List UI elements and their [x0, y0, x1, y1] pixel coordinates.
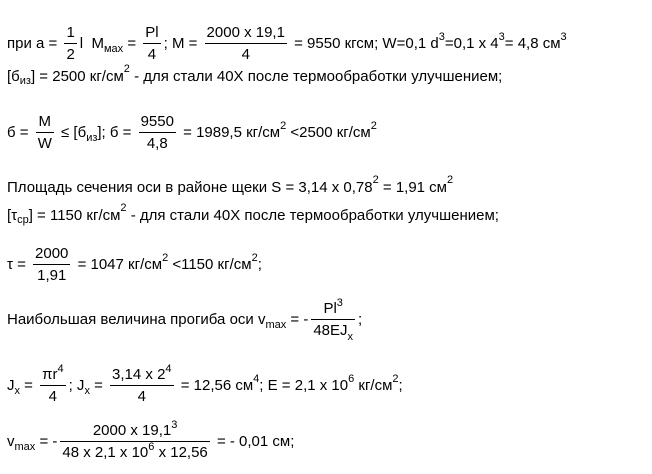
fraction-bar [33, 264, 70, 265]
superscript: 6 [148, 441, 155, 454]
fraction-numerator [321, 296, 344, 317]
text-run: τ = [7, 256, 31, 274]
fraction-denominator [36, 135, 54, 152]
line-section-area: Площадь сечения оси в районе щеки S = 3,14 х 0,78 $^2$ = 1,91 см $^2$ [7, 174, 454, 196]
line-bending-stress: б = $\frac{M}{W}$ ≤ [б $_{из}$ ]; б = $\frac{9550}{4,8}$ = 1989,5 кг/см $^2$ <2500 кг/см $^2$ [7, 113, 377, 153]
fraction [143, 24, 160, 64]
text-run: ; [398, 377, 403, 395]
text-run: 4 [147, 46, 157, 64]
fraction-denominator [311, 322, 355, 344]
text-run: 9550 [140, 113, 174, 130]
fraction [40, 362, 65, 406]
text-run: = [89, 377, 108, 395]
fraction-bar [40, 385, 65, 386]
fraction-denominator [35, 267, 68, 284]
text-run: 4 [48, 388, 58, 406]
fraction-bar [36, 132, 54, 133]
fraction-numerator [139, 113, 176, 130]
fraction-numerator [91, 418, 180, 439]
fraction [36, 113, 54, 153]
text-run: ; Е = 2,1 х 10 [259, 377, 349, 395]
text-run: 1,91 [37, 267, 67, 285]
text-run: ] = 2500 кг/см [30, 68, 124, 85]
text-run: 4,8 [146, 135, 168, 153]
text-run: <2500 кг/см [286, 124, 371, 142]
fraction-numerator [40, 362, 65, 383]
text-run: = 1,91 см [378, 179, 447, 196]
text-run: = 9550 кгсм; W=0,1 d [289, 35, 439, 53]
text-run: Наибольшая величина прогиба оси v [7, 311, 266, 329]
fraction-numerator [33, 245, 70, 262]
fraction [33, 245, 70, 285]
subscript: x [347, 331, 354, 344]
text-run: ; [257, 256, 262, 274]
text-run: 4 [137, 388, 146, 406]
text-run: ; М = [163, 35, 202, 53]
text-run: = [123, 35, 141, 53]
line-moment-of-inertia: J $_x$ = $\frac{\pi r^4}{4}$ ; J $_x$ = $\frac{3,14 х 2^4}{4}$ = 12,56 см $^4$ ; Е = 2,1 х 10 $^6$ кг/см $^2$ ; [7, 362, 403, 406]
fraction-bar [110, 385, 174, 386]
fraction-denominator [47, 388, 59, 405]
text-run: ; [358, 311, 363, 329]
fraction-bar [143, 43, 160, 44]
text-run: ; J [68, 377, 85, 395]
superscript: 3 [336, 296, 343, 309]
line-allowable-shear-stress: [τ $_{ср}$ ] = 1150 кг/см $^2$ - для стали 40Х после термообработки улучшением; [7, 202, 499, 227]
fraction [110, 362, 174, 406]
fraction-denominator [60, 441, 209, 462]
fraction-numerator [143, 24, 160, 41]
text-run: = - 0,01 см; [212, 433, 295, 451]
text-run: 2000 [35, 245, 69, 262]
text-run: 2000 х 19,1 [92, 422, 172, 439]
fraction-numerator [110, 362, 174, 383]
text-run: 1 [66, 24, 75, 41]
text-run: 48 х 2,1 х 10 [62, 444, 149, 462]
text-run: = 4,8 см [504, 35, 561, 53]
superscript: 4 [165, 362, 172, 375]
fraction-bar [60, 441, 209, 442]
superscript: 3 [171, 418, 178, 431]
fraction-bar [139, 132, 176, 133]
text-run: M [38, 113, 52, 130]
text-run: Pl [323, 300, 337, 317]
text-run: = 1047 кг/см [73, 256, 163, 274]
line-moment: при а = $\frac{1}{2}$ l М $_{мах}$ = $\frac{Pl}{4}$ ; М = $\frac{2000 х 19,1}{4}$ = 9550 кгсм; W=0,1 d $^3$ =0,1 х 4 $^3$ = 4,8 см $^3$ [7, 24, 567, 64]
text-run: = - [286, 311, 309, 329]
fraction-denominator [146, 46, 158, 63]
fraction-bar [64, 43, 76, 44]
fraction-denominator [64, 46, 76, 63]
text-run: πr [42, 366, 58, 383]
fraction-bar [311, 319, 355, 320]
text-run: - для стали 40Х после термообработки улучшением; [129, 68, 503, 85]
text-run: = - [35, 433, 58, 451]
fraction-denominator [240, 46, 252, 63]
fraction-numerator [64, 24, 76, 41]
text-run: Площадь сечения оси в районе щеки S = 3,14 х 0,78 [7, 179, 373, 196]
text-run: J [7, 377, 15, 395]
line-max-deflection-value: v $_{max}$ = - $\frac{2000 х 19,1^3}{48 х 2,1 х 10^6 х 12,56}$ = - 0,01 см; [7, 418, 295, 462]
text-run: = 12,56 см [176, 377, 254, 395]
line-allowable-bending-stress: [б $_{из}$ ] = 2500 кг/см $^2$ - для стали 40Х после термообработки улучшением; [7, 63, 503, 88]
text-run: 3,14 х 2 [112, 366, 166, 383]
text-run: 2 [66, 46, 75, 64]
fraction-numerator [37, 113, 54, 130]
text-run: = 1989,5 кг/см [178, 124, 281, 142]
fraction [205, 24, 287, 64]
line-shear-stress: τ = $\frac{2000}{1,91}$ = 1047 кг/см $^2$ <1150 кг/см $^2$ ; [7, 245, 262, 285]
text-run: кг/см [354, 377, 393, 395]
fraction-denominator [136, 388, 148, 405]
text-run: l М [79, 35, 104, 53]
text-run: W [37, 135, 52, 153]
fraction [139, 113, 176, 153]
text-run: <1150 кг/см [168, 256, 252, 274]
text-run: =0,1 х 4 [444, 35, 499, 53]
text-run: - для стали 40Х после термообработки улучшением; [126, 207, 499, 224]
superscript: 4 [57, 362, 64, 375]
text-run: б = [7, 124, 33, 142]
text-run: х 12,56 [154, 444, 208, 462]
text-run: ] = 1150 кг/см [28, 207, 121, 224]
text-run: Pl [145, 24, 159, 41]
fraction [64, 24, 76, 64]
text-run: 48EJ [313, 322, 348, 340]
text-run: при а = [7, 35, 62, 53]
fraction-bar [205, 43, 287, 44]
text-run: 2000 х 19,1 [206, 24, 285, 41]
text-run: [τ [7, 207, 18, 224]
text-run: ]; б = [97, 124, 136, 142]
fraction-denominator [145, 135, 170, 152]
text-run: v [7, 433, 15, 451]
text-run: 4 [241, 46, 250, 64]
line-max-deflection-formula: Наибольшая величина прогиба оси v $_{max}$ = - $\frac{Pl^3}{48EJ_x}$ ; [7, 296, 363, 344]
fraction-numerator [205, 24, 287, 41]
text-run: [б [7, 68, 20, 85]
fraction [311, 296, 355, 344]
text-run: ≤ [б [56, 124, 87, 142]
text-run: = [20, 377, 38, 395]
